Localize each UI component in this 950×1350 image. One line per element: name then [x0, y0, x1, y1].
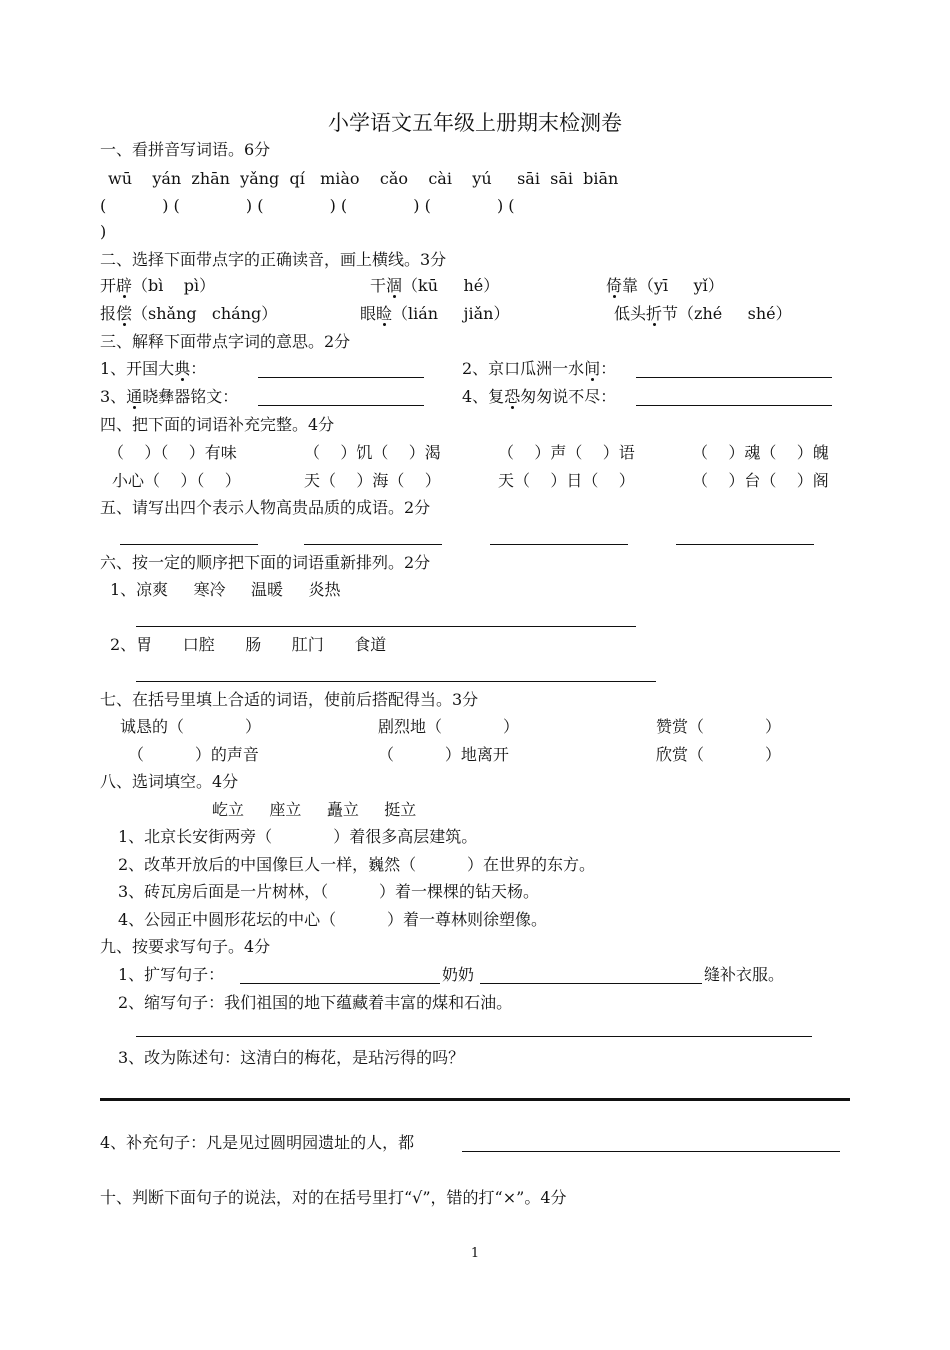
section-1-heading: 一、看拼音写词语。6分 [100, 140, 271, 159]
match-item: 诚恳的（ ） [120, 717, 262, 736]
fill-item: 2、改革开放后的中国像巨人一样，巍然（ ）在世界的东方。 [118, 855, 596, 874]
statement-question: 3、改为陈述句：这清白的梅花，是玷污得的吗？ [118, 1048, 465, 1067]
answer-brackets-close: ) [100, 222, 107, 241]
section-5-heading: 五、请写出四个表示人物高贵品质的成语。2分 [100, 498, 431, 517]
match-item: （ ）地离开 [378, 745, 509, 764]
word-choices: 屹立 座立 矗立 挺立 [212, 800, 417, 819]
reading-item: 眼睑（lián jiǎn） [360, 304, 510, 323]
idiom-blank: （ ）饥（ ）渴 [304, 443, 441, 462]
expand-mid: 奶奶 [442, 965, 475, 984]
answer-line[interactable] [636, 405, 832, 406]
answer-line[interactable] [136, 626, 636, 627]
reading-item: 报偿（shǎng cháng） [100, 304, 278, 323]
answer-line[interactable] [258, 405, 424, 406]
section-9-heading: 九、按要求写句子。4分 [100, 937, 271, 956]
explain-item: 2、京口瓜洲一水间： [462, 359, 617, 378]
explain-item: 3、通晓彝器铭文： [100, 387, 239, 406]
answer-line[interactable] [258, 377, 424, 378]
fill-item: 3、砖瓦房后面是一片树林，（ ）着一棵棵的钻天杨。 [118, 882, 540, 901]
complete-question: 4、补充句子：凡是见过圆明园遗址的人，都 [100, 1133, 415, 1152]
idiom-blank: （ ）声（ ）语 [498, 443, 635, 462]
idiom-blank: 天（ ）海（ ） [304, 471, 441, 490]
answer-line[interactable] [480, 983, 702, 984]
section-6-heading: 六、按一定的顺序把下面的词语重新排列。2分 [100, 553, 431, 572]
fill-item: 1、北京长安街两旁（ ）着很多高层建筑。 [118, 827, 478, 846]
page-number: 1 [470, 1246, 480, 1261]
match-item: 赞赏（ ） [656, 717, 782, 736]
answer-line[interactable] [676, 544, 814, 545]
section-2-heading: 二、选择下面带点字的正确读音，画上横线。3分 [100, 250, 447, 269]
idiom-blank: （ ）台（ ）阁 [692, 471, 829, 490]
idiom-blank: 天（ ）日（ ） [498, 471, 635, 490]
answer-line[interactable] [490, 544, 628, 545]
explain-item: 1、开国大典： [100, 359, 207, 378]
reading-item: 干涸（kū hé） [370, 276, 500, 295]
reading-item: 低头折节（zhé shé） [614, 304, 792, 323]
answer-line[interactable] [136, 681, 656, 682]
answer-line[interactable] [240, 983, 440, 984]
match-item: （ ）的声音 [128, 745, 259, 764]
match-item: 欣赏（ ） [656, 745, 782, 764]
pinyin-row: wū yán zhān yǎng qí miào cǎo cài yú sāi sāi biān [108, 169, 619, 188]
section-8-heading: 八、选词填空。4分 [100, 772, 239, 791]
section-7-heading: 七、在括号里填上合适的词语，使前后搭配得当。3分 [100, 690, 479, 709]
answer-line[interactable] [136, 1036, 812, 1037]
section-3-heading: 三、解释下面带点字词的意思。2分 [100, 332, 351, 351]
section-4-heading: 四、把下面的词语补充完整。4分 [100, 415, 335, 434]
answer-brackets-row: ( ) ( ) ( ) ( ) ( ) ( [100, 196, 515, 215]
fill-item: 4、公园正中圆形花坛的中心（ ）着一尊林则徐塑像。 [118, 910, 548, 929]
page-title: 小学语文五年级上册期末检测卷 [328, 111, 622, 135]
answer-line[interactable] [462, 1151, 840, 1152]
reading-item: 倚靠（yī yǐ） [606, 276, 724, 295]
idiom-blank: （ ）魂（ ）魄 [692, 443, 829, 462]
order-question: 1、凉爽 寒冷 温暖 炎热 [110, 580, 341, 599]
expand-end: 缝补衣服。 [704, 965, 785, 984]
match-item: 剧烈地（ ） [378, 717, 520, 736]
section-10-heading: 十、判断下面句子的说法，对的在括号里打“√”，错的打“×”。4分 [100, 1188, 567, 1207]
answer-line[interactable] [636, 377, 832, 378]
idiom-blank: 小心（ ）（ ） [112, 471, 241, 490]
shorten-question: 2、缩写句子：我们祖国的地下蕴藏着丰富的煤和石油。 [118, 993, 513, 1012]
expand-label: 1、扩写句子： [118, 965, 225, 984]
answer-line[interactable] [304, 544, 442, 545]
explain-item: 4、复恐匆匆说不尽： [462, 387, 617, 406]
idiom-blank: （ ）（ ）有味 [108, 443, 237, 462]
reading-item: 开辟（bì pì） [100, 276, 216, 295]
order-question: 2、胃 口腔 肠 肛门 食道 [110, 635, 387, 654]
answer-line[interactable] [120, 544, 258, 545]
answer-line[interactable] [100, 1098, 850, 1101]
